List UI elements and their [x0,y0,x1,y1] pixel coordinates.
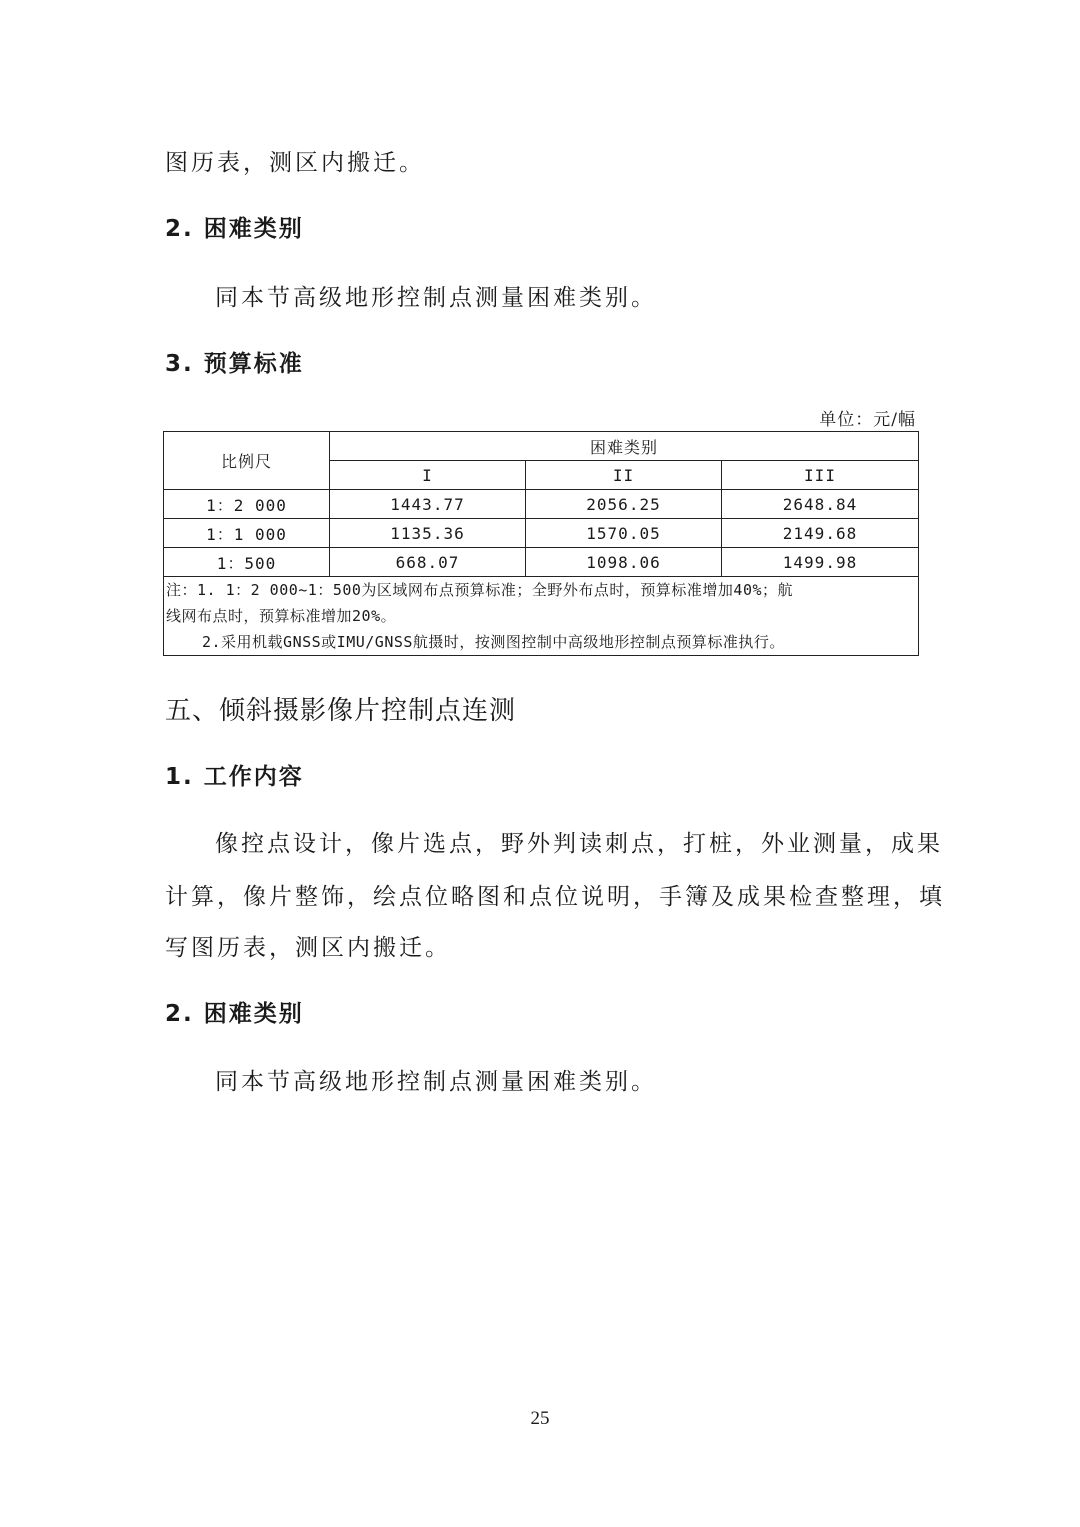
value-cell: 1499.98 [722,548,919,577]
difficulty-text-2: 同本节高级地形控制点测量困难类别。 [215,1069,657,1095]
value-cell: 2056.25 [526,490,722,519]
scale-cell: 1：2 000 [164,490,330,519]
budget-table [163,431,919,656]
value-cell: 2149.68 [722,519,919,548]
scale-cell: 1：1 000 [164,519,330,548]
header-difficulty: 困难类别 [330,432,919,461]
work-line-3: 写图历表，测区内搬迁。 [165,935,451,961]
table-row [164,490,919,519]
table-row [164,519,919,548]
value-cell: 1443.77 [330,490,526,519]
heading-work-content: 1. 工作内容 [165,764,304,790]
heading-difficulty: 2. 困难类别 [165,216,304,242]
unit-label: 单位：元/幅 [819,410,916,430]
note-line-3: 2.采用机载GNSS或IMU/GNSS航摄时，按测图控制中高级地形控制点预算标准执行。 [202,633,785,651]
table-row [164,548,919,577]
table-note [164,577,919,656]
table-header-row [164,432,919,461]
work-line-2: 计算，像片整饰，绘点位略图和点位说明，手簿及成果检查整理，填 [165,884,945,910]
note-line-1: 注：1. 1：2 000~1：500为区域网布点预算标准；全野外布点时，预算标准增加40%；航 [166,581,794,599]
value-cell: 1135.36 [330,519,526,548]
value-cell: 2648.84 [722,490,919,519]
section-title: 五、倾斜摄影像片控制点连测 [165,696,517,726]
header-scale: 比例尺 [164,432,330,490]
table-note-row [164,577,919,656]
value-cell: 1098.06 [526,548,722,577]
note-line-2: 线网布点时，预算标准增加20%。 [166,607,397,625]
header-level-3: III [722,461,919,490]
difficulty-text: 同本节高级地形控制点测量困难类别。 [215,285,657,311]
scale-cell: 1：500 [164,548,330,577]
value-cell: 668.07 [330,548,526,577]
work-line-1: 像控点设计，像片选点，野外判读刺点，打桩，外业测量，成果 [215,831,943,857]
heading-difficulty-2: 2. 困难类别 [165,1001,304,1027]
paragraph-tail: 图历表，测区内搬迁。 [165,150,425,176]
page-number: 25 [530,1408,550,1429]
header-level-1: I [330,461,526,490]
header-level-2: II [526,461,722,490]
value-cell: 1570.05 [526,519,722,548]
heading-budget: 3. 预算标准 [165,351,304,377]
